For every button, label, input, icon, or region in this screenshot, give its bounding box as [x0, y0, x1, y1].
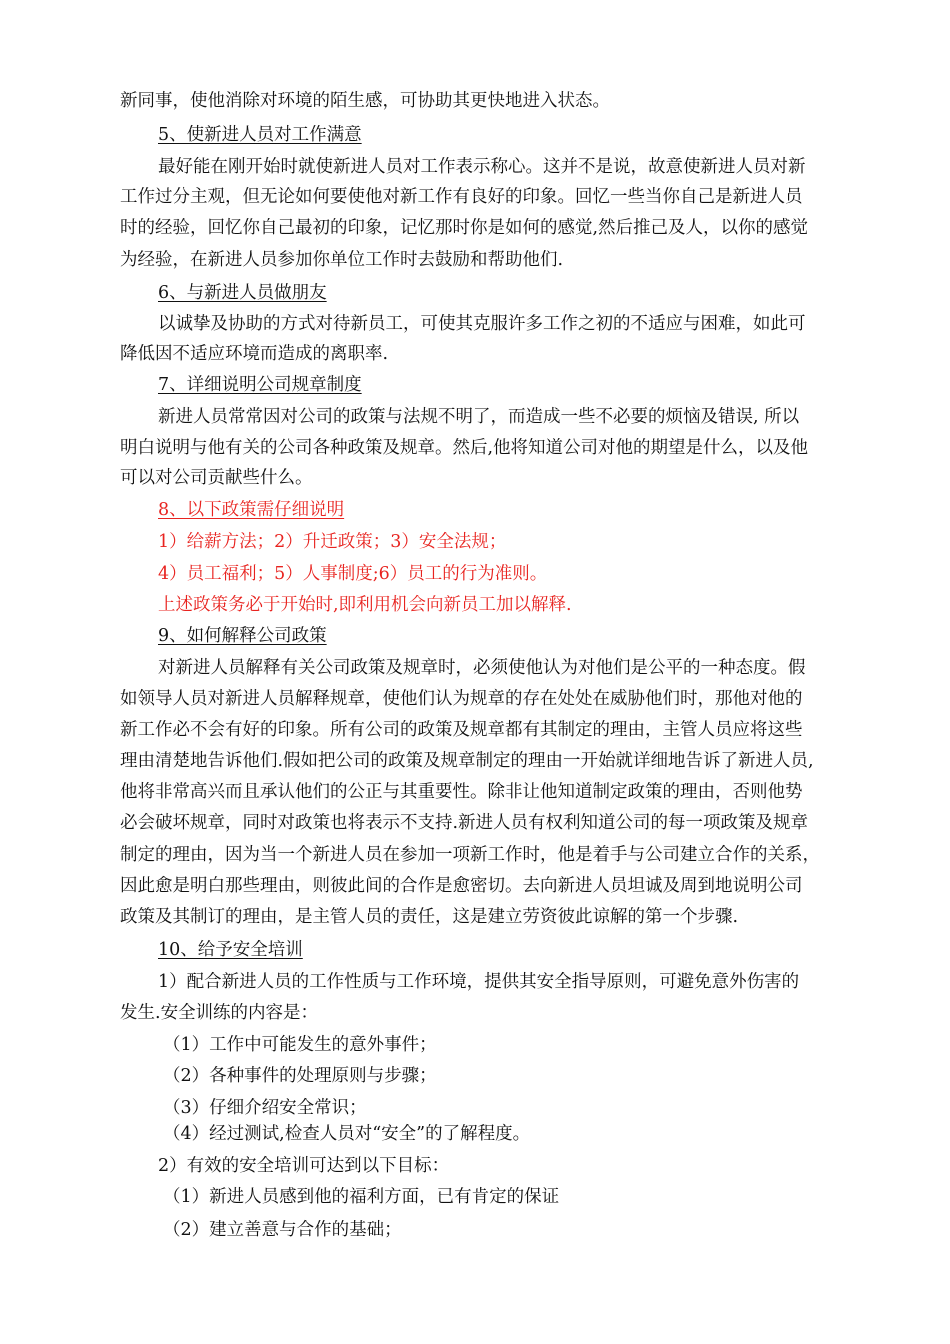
section-heading-7: 7、详细说明公司规章制度 [158, 375, 362, 395]
paragraph-line: 工作过分主观，但无论如何要使他对新工作有良好的印象。回忆一些当你自己是新进人员 [120, 187, 803, 207]
list-item: （3）仔细介绍安全常识； [163, 1098, 367, 1118]
paragraph-line: 新同事，使他消除对环境的陌生感，可协助其更快地进入状态。 [120, 91, 610, 111]
paragraph-line: 政策及其制订的理由，是主管人员的责任，这是建立劳资彼此谅解的第一个步骤. [120, 907, 739, 927]
list-item: （2）建立善意与合作的基础； [163, 1220, 402, 1240]
list-item: （1）新进人员感到他的福利方面，已有肯定的保证 [163, 1187, 560, 1207]
paragraph-line: 明白说明与他有关的公司各种政策及规章。然后,他将知道公司对他的期望是什么，以及他 [120, 438, 809, 458]
paragraph-line: 以诚挚及协助的方式对待新员工，可使其克服许多工作之初的不适应与困难，如此可 [158, 314, 806, 334]
paragraph-line: 新进人员常常因对公司的政策与法规不明了，而造成一些不必要的烦恼及错误, 所以 [158, 407, 800, 427]
paragraph-line: 理由清楚地告诉他们.假如把公司的政策及规章制定的理由一开始就详细地告诉了新进人员, [120, 751, 814, 771]
paragraph-line: 1）配合新进人员的工作性质与工作环境，提供其安全指导原则，可避免意外伤害的 [158, 972, 800, 992]
policy-list-line: 4）员工福利；5）人事制度;6）员工的行为准则。 [158, 564, 548, 584]
paragraph-line: 对新进人员解释有关公司政策及规章时，必须使他认为对他们是公平的一种态度。假 [158, 658, 806, 678]
policy-list-line: 1）给薪方法；2）升迁政策；3）安全法规； [158, 532, 507, 552]
list-item: （2）各种事件的处理原则与步骤； [163, 1066, 437, 1086]
section-heading-5: 5、使新进人员对工作满意 [158, 125, 362, 145]
paragraph-line: 制定的理由，因为当一个新进人员在参加一项新工作时，他是着手与公司建立合作的关系， [120, 845, 820, 865]
paragraph-line: 如领导人员对新进人员解释规章，使他们认为规章的存在处处在威胁他们时，那他对他的 [120, 689, 803, 709]
paragraph-line: 2）有效的安全培训可达到以下目标： [158, 1156, 450, 1176]
section-heading-8: 8、以下政策需仔细说明 [158, 500, 345, 520]
paragraph-line: 他将非常高兴而且承认他们的公正与其重要性。除非让他知道制定政策的理由，否则他势 [120, 782, 803, 802]
paragraph-line: 发生.安全训练的内容是： [120, 1003, 319, 1023]
paragraph-line: 最好能在刚开始时就使新进人员对工作表示称心。这并不是说，故意使新进人员对新 [158, 157, 806, 177]
paragraph-line: 新工作必不会有好的印象。所有公司的政策及规章都有其制定的理由，主管人员应将这些 [120, 720, 803, 740]
paragraph-line: 必会破坏规章，同时对政策也将表示不支持.新进人员有权利知道公司的每一项政策及规章 [120, 813, 809, 833]
paragraph-line: 因此愈是明白那些理由，则彼此间的合作是愈密切。去向新进人员坦诚及周到地说明公司 [120, 876, 803, 896]
section-heading-9: 9、如何解释公司政策 [158, 626, 327, 646]
paragraph-line: 降低因不适应环境而造成的离职率. [120, 344, 389, 364]
paragraph-line: 为经验，在新进人员参加你单位工作时去鼓励和帮助他们. [120, 250, 564, 270]
section-heading-10: 10、给予安全培训 [158, 940, 303, 960]
list-item: （1）工作中可能发生的意外事件； [163, 1035, 437, 1055]
section-heading-6: 6、与新进人员做朋友 [158, 283, 327, 303]
list-item: （4）经过测试,检查人员对“安全”的了解程度。 [163, 1124, 531, 1144]
paragraph-line: 可以对公司贡献些什么。 [120, 468, 313, 488]
policy-note-line: 上述政策务必于开始时,即利用机会向新员工加以解释. [158, 595, 572, 615]
paragraph-line: 时的经验，回忆你自己最初的印象，记忆那时你是如何的感觉,然后推己及人，以你的感觉 [120, 218, 809, 238]
